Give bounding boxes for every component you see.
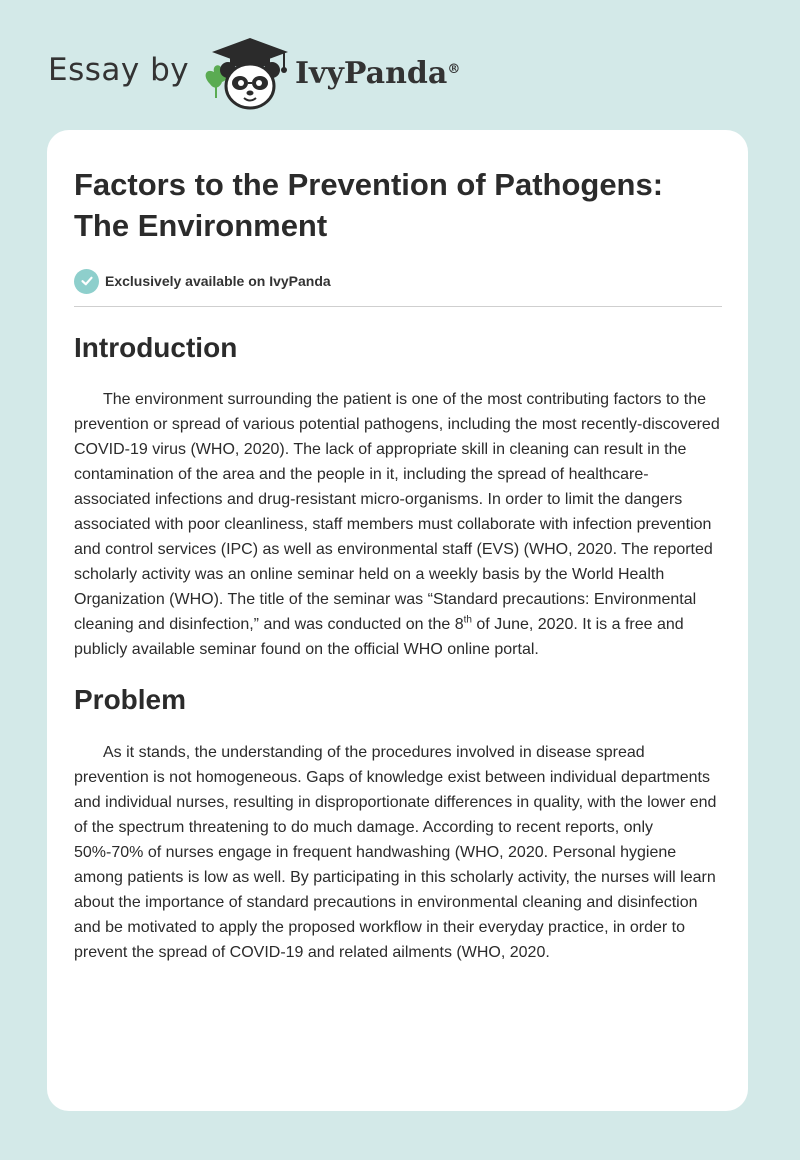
registered-mark: ® — [447, 62, 461, 77]
panda-graduate-logo-icon[interactable] — [200, 32, 300, 112]
exclusive-badge-text: Exclusively available on IvyPanda — [105, 273, 331, 289]
brand-name[interactable]: IvyPanda® — [295, 56, 461, 91]
exclusive-badge — [74, 267, 722, 295]
essay-title — [74, 164, 722, 246]
divider — [74, 306, 722, 307]
section-heading-introduction: Introduction — [74, 332, 238, 363]
essay-card — [47, 130, 748, 1111]
ordinal-suffix: th — [463, 614, 472, 626]
essay-by-label: Essay by — [48, 52, 190, 88]
section-body-problem: As it stands, the understanding of the procedures involved in disease spread prevention is not homogeneous. Gaps of knowledge exist between individual departments and individual nurses, resulting in disproportionate differences in quality, with the lower end of the spectrum threatening to do much damage. According to recent reports, only 50%-70% of nurses engage in frequent handwashing (WHO, 2020. Personal hygiene among patients is low as well. By participating in this scholarly activity, the nurses will learn about the importance of standard precautions in environmental cleaning and disinfection and be motivated to apply the proposed workflow in their everyday practice, in order to prevent the spread of COVID-19 and related ailments (WHO, 2020. — [74, 744, 717, 961]
section-body-introduction: The environment surrounding the patient is one of the most contributing factors to the prevention or spread of various potential pathogens, including the most recently-discovered COVID-19 virus (WHO, 2020). The lack of appropriate skill in cleaning can result in the contamination of the area and the people in it, including the spread of healthcare-associated infections and drug-resistant micro-organisms. In order to limit the dangers associated with poor cleanliness, staff members must collaborate with infection prevention and control services (IPC) as well as environmental staff (EVS) (WHO, 2020. The reported scholarly activity was an online seminar held on a weekly basis by the World Health Organization (WHO). The title of the seminar was “Standard precautions: Environmental cleaning and disinfection,” and was conducted on the 8th of June, 2020. It is a free and publicly available seminar found on the official WHO online portal. — [74, 391, 720, 658]
check-icon — [74, 269, 99, 294]
site-header — [48, 32, 508, 112]
section-heading-problem: Problem — [74, 684, 187, 715]
title-line-1: Factors to the Prevention of Pathogens: — [74, 167, 664, 202]
title-line-2: The Environment — [74, 208, 328, 243]
